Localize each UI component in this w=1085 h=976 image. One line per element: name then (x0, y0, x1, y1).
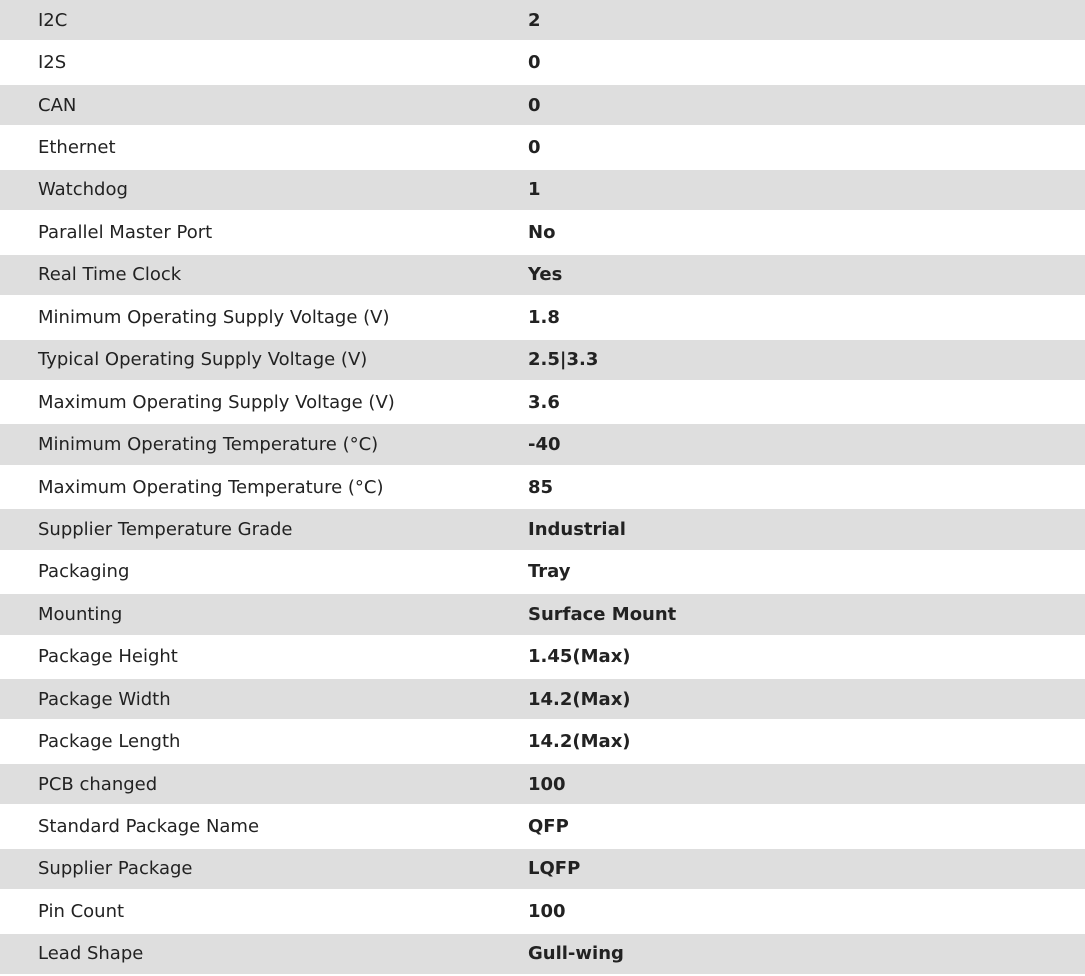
table-row (0, 764, 1085, 806)
table-row (0, 42, 1085, 84)
table-row (0, 721, 1085, 763)
spec-value: 2 (528, 9, 541, 31)
spec-label: I2S (38, 52, 67, 74)
spec-label: Packaging (38, 561, 130, 583)
table-row (0, 891, 1085, 933)
spec-label: Pin Count (38, 900, 125, 922)
table-row (0, 509, 1085, 551)
spec-label: Supplier Package (38, 858, 193, 880)
table-row (0, 594, 1085, 636)
spec-value: 1.8 (528, 306, 560, 328)
spec-value: Industrial (528, 518, 626, 540)
spec-label: I2C (38, 9, 68, 31)
spec-value: Gull-wing (528, 943, 624, 965)
spec-value: 1.45(Max) (528, 646, 631, 668)
spec-label: Minimum Operating Temperature (°C) (38, 434, 379, 456)
spec-label: Real Time Clock (38, 264, 182, 286)
table-row (0, 552, 1085, 594)
spec-value: 14.2(Max) (528, 688, 631, 710)
spec-value: Surface Mount (528, 603, 677, 625)
table-row (0, 934, 1085, 976)
spec-label: Ethernet (38, 137, 116, 159)
spec-value: 85 (528, 476, 554, 498)
spec-value: 2.5|3.3 (528, 349, 599, 371)
spec-label: Package Length (38, 731, 181, 753)
table-row (0, 0, 1085, 42)
spec-value: 100 (528, 773, 566, 795)
table-row (0, 212, 1085, 254)
spec-value: Yes (528, 264, 563, 286)
spec-value: 0 (528, 52, 541, 74)
spec-value: 3.6 (528, 391, 560, 413)
table-row (0, 170, 1085, 212)
spec-value: QFP (528, 816, 569, 838)
table-row (0, 424, 1085, 466)
spec-value: 0 (528, 137, 541, 159)
spec-label: Lead Shape (38, 943, 144, 965)
spec-label: Typical Operating Supply Voltage (V) (38, 349, 368, 371)
spec-label: Maximum Operating Temperature (°C) (38, 476, 384, 498)
spec-value: LQFP (528, 858, 581, 880)
spec-label: CAN (38, 94, 77, 116)
table-row (0, 467, 1085, 509)
table-row (0, 85, 1085, 127)
spec-value: 1 (528, 179, 541, 201)
spec-label: Watchdog (38, 179, 128, 201)
spec-label: Minimum Operating Supply Voltage (V) (38, 306, 390, 328)
spec-label: Maximum Operating Supply Voltage (V) (38, 391, 395, 413)
table-row (0, 255, 1085, 297)
table-row (0, 849, 1085, 891)
spec-label: Mounting (38, 603, 123, 625)
spec-value: -40 (528, 434, 561, 456)
spec-value: 100 (528, 900, 566, 922)
spec-label: Package Width (38, 688, 171, 710)
spec-label: Supplier Temperature Grade (38, 518, 293, 540)
spec-label: Package Height (38, 646, 178, 668)
table-row (0, 806, 1085, 848)
spec-value: 0 (528, 94, 541, 116)
spec-value: 14.2(Max) (528, 731, 631, 753)
spec-value: Tray (528, 561, 571, 583)
spec-label: Standard Package Name (38, 816, 260, 838)
table-row (0, 679, 1085, 721)
spec-label: Parallel Master Port (38, 221, 213, 243)
table-row (0, 297, 1085, 339)
table-row (0, 340, 1085, 382)
table-row (0, 382, 1085, 424)
spec-value: No (528, 221, 556, 243)
table-row (0, 127, 1085, 169)
table-row (0, 637, 1085, 679)
spec-label: PCB changed (38, 773, 158, 795)
